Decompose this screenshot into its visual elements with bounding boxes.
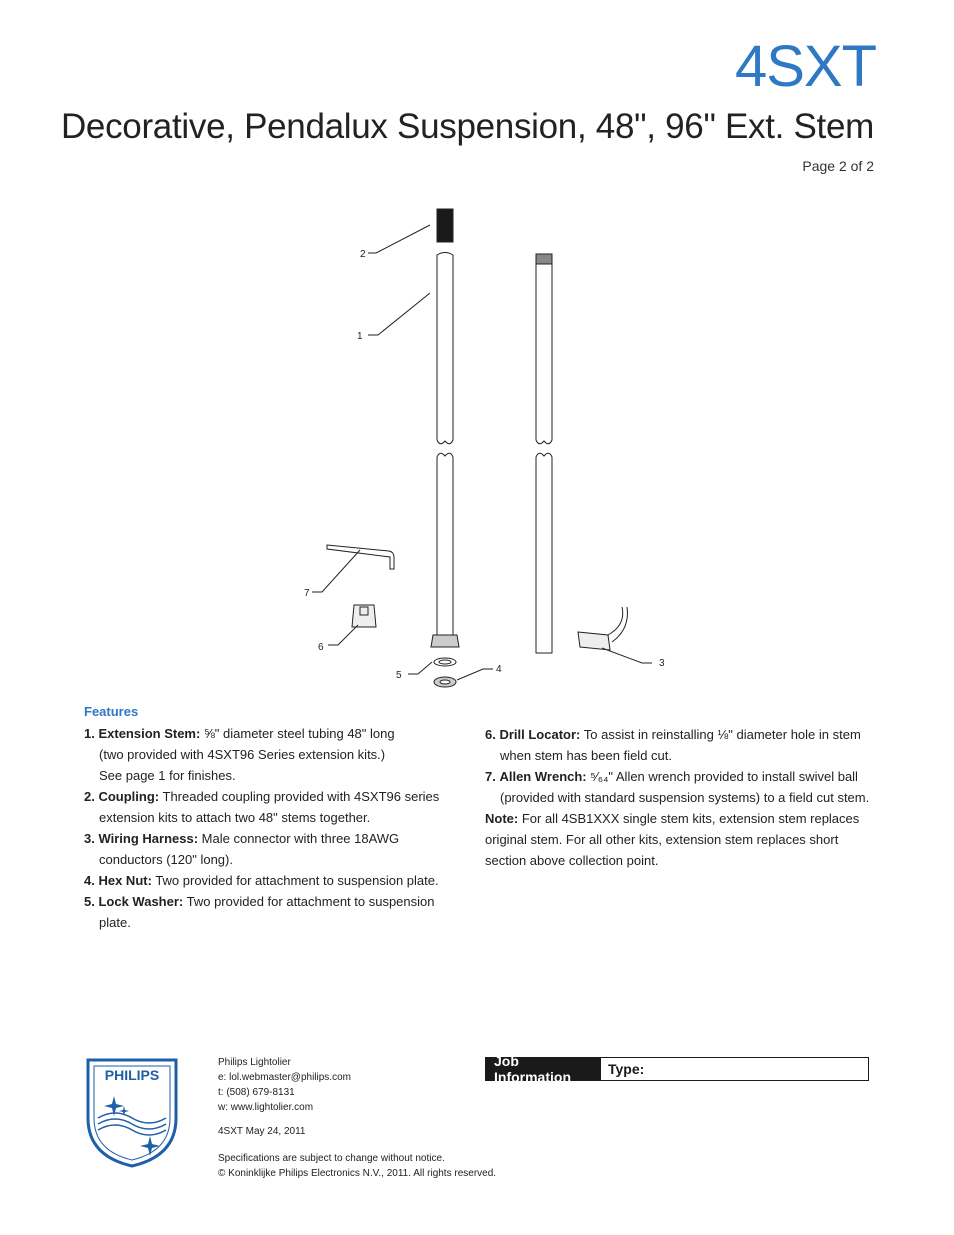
drill-locator — [352, 605, 376, 627]
wiring-harness — [578, 632, 610, 650]
callout-1: 1 — [357, 331, 363, 342]
feature-sub: See page 1 for finishes. — [99, 768, 236, 783]
feature-item: 4. Hex Nut: Two provided for attachment to suspension plate. — [84, 873, 439, 888]
feature-item: 1. Extension Stem: ⅝" diameter steel tubing 48" long — [84, 726, 395, 741]
page-title: Decorative, Pendalux Suspension, 48", 96" Ext. Stem — [60, 107, 874, 146]
contact-email[interactable]: e: lol.webmaster@philips.com — [218, 1072, 351, 1083]
feature-item: 3. Wiring Harness: Male connector with three 18AWG conductors (120" long). — [84, 831, 400, 867]
type-field[interactable]: Type: — [608, 1061, 645, 1077]
left-stem-upper — [437, 253, 453, 444]
parts-drawing — [290, 195, 690, 695]
feature-item: 7. Allen Wrench: ⁵⁄₆₄" Allen wrench provided to install swivel ball (provided with standard suspension systems) to a field cut stem. — [485, 769, 870, 805]
right-stem-lower — [536, 453, 552, 653]
star-icon — [104, 1096, 160, 1156]
features-list-right — [485, 724, 875, 871]
callout-6: 6 — [318, 642, 324, 653]
coupling-part — [437, 209, 453, 242]
callout-5: 5 — [396, 670, 402, 681]
lock-washer — [434, 658, 456, 666]
copyright: © Koninklijke Philips Electronics N.V., 2011. All rights reserved. — [218, 1168, 497, 1179]
product-code: 4SXT — [734, 34, 876, 99]
right-stem-upper — [536, 264, 552, 444]
left-stem-lower — [437, 453, 453, 635]
callout-2: 2 — [360, 249, 366, 260]
contact-block — [218, 1055, 496, 1181]
company-name: Philips Lightolier — [218, 1057, 291, 1068]
hex-nut-upper — [431, 635, 459, 647]
philips-logo — [84, 1056, 180, 1168]
contact-web[interactable]: w: www.lightolier.com — [218, 1102, 314, 1113]
feature-item: 6. Drill Locator: To assist in reinstalling ⅛" diameter hole in stem when stem has been field cut. — [485, 727, 861, 763]
page-number: Page 2 of 2 — [802, 158, 874, 174]
doc-date: 4SXT May 24, 2011 — [218, 1126, 306, 1137]
job-information-label: Job Information — [486, 1058, 601, 1080]
right-stem-threads — [536, 254, 552, 264]
job-information-box — [485, 1053, 869, 1085]
allen-wrench — [327, 545, 394, 569]
features-heading: Features — [84, 704, 139, 719]
feature-note: Note: For all 4SB1XXX single stem kits, extension stem replaces original stem. For all other kits, extension stem replaces short section above collection point. — [485, 811, 860, 868]
contact-phone: t: (508) 679-8131 — [218, 1087, 295, 1098]
feature-sub: (two provided with 4SXT96 Series extension kits.) — [99, 747, 386, 762]
callout-7: 7 — [304, 588, 310, 599]
disclaimer: Specifications are subject to change without notice. — [218, 1153, 445, 1164]
feature-item: 2. Coupling: Threaded coupling provided with 4SXT96 series extension kits to attach two 48" stems together. — [84, 789, 440, 825]
feature-item: 5. Lock Washer: Two provided for attachment to suspension plate. — [84, 894, 435, 930]
features-list-left — [84, 723, 464, 933]
callout-4: 4 — [496, 664, 502, 675]
logo-wordmark: PHILIPS — [104, 1067, 160, 1083]
callout-3: 3 — [659, 658, 665, 669]
